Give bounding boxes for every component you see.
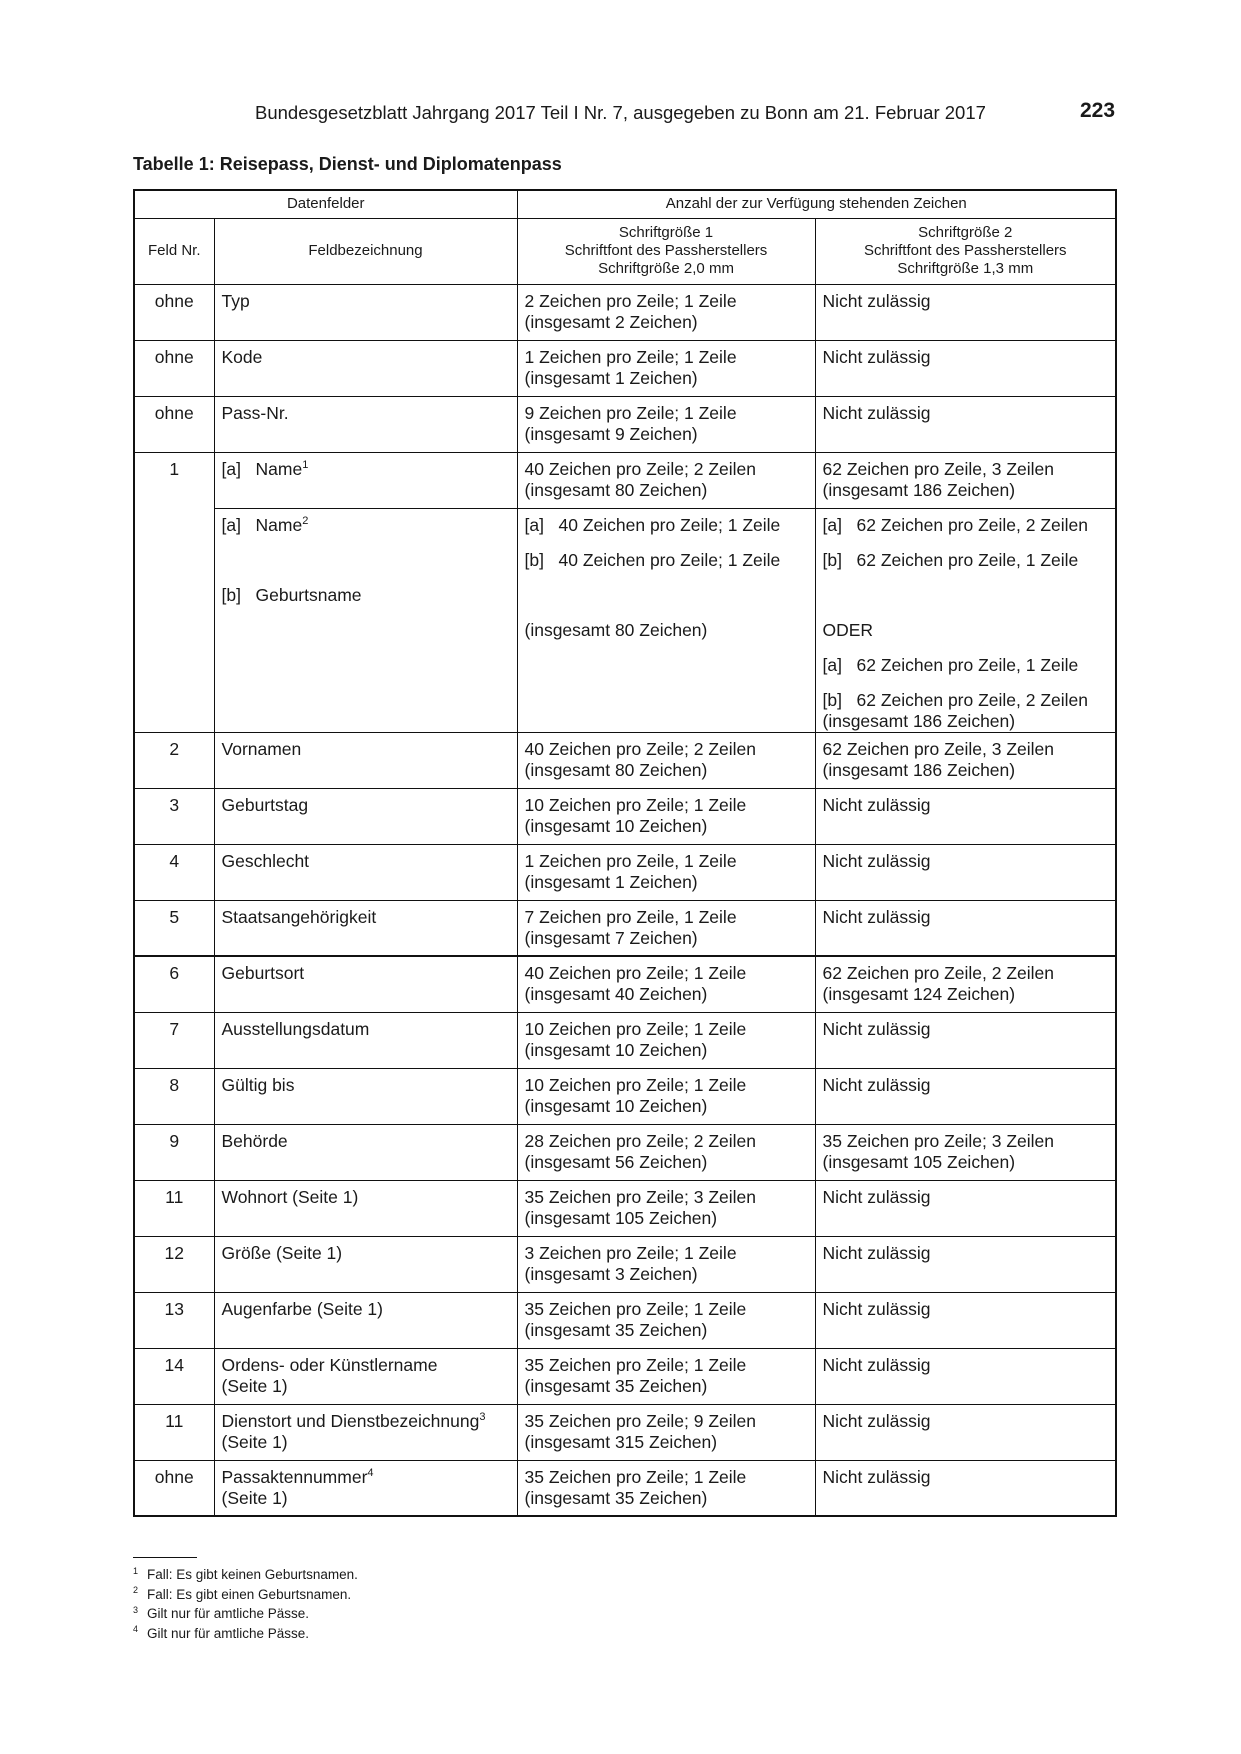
cell-s1 — [517, 732, 815, 788]
cell-s1 — [517, 340, 815, 396]
cell-line: Nicht zulässig — [822, 850, 931, 871]
cell-line: 62 Zeichen pro Zeile, 3 Zeilen — [822, 738, 1055, 759]
cell-name: Typ — [214, 284, 517, 340]
footnote-text: Gilt nur für amtliche Pässe. — [147, 1625, 310, 1641]
cell-name — [214, 1180, 517, 1236]
cell-nr: 12 — [134, 1236, 214, 1292]
cell-s1 — [517, 1124, 815, 1180]
cell-line: (insgesamt 105 Zeichen) — [822, 1151, 1016, 1172]
cell-line: Nicht zulässig — [822, 794, 931, 815]
cell-line: (insgesamt 56 Zeichen) — [524, 1151, 708, 1172]
cell-name — [214, 508, 517, 732]
cell-text: 62 Zeichen pro Zeile, 2 Zeilen — [856, 514, 1089, 535]
bracket-a: [a] — [221, 514, 241, 535]
cell-line: 10 Zeichen pro Zeile; 1 Zeile — [524, 794, 747, 815]
bracket-a: [a] — [822, 514, 842, 535]
header-feldbezeichnung: Feldbezeichnung — [214, 218, 517, 284]
field-name: Augenfarbe (Seite 1) — [221, 1298, 383, 1319]
cell-line: 35 Zeichen pro Zeile; 3 Zeilen — [524, 1186, 757, 1207]
table-row — [134, 844, 1116, 900]
footnote-ref: 3 — [479, 1410, 486, 1423]
bracket-a: [a] — [822, 654, 842, 675]
s2-or-line: ODER — [822, 619, 874, 640]
field-name: Wohnort (Seite 1) — [221, 1186, 359, 1207]
bracket-a: [a] — [221, 458, 241, 479]
cell-line: Nicht zulässig — [822, 1410, 931, 1431]
cell-s1 — [517, 1236, 815, 1292]
cell-name — [214, 900, 517, 956]
cell-name — [214, 1292, 517, 1348]
cell-line: (insgesamt 105 Zeichen) — [524, 1207, 718, 1228]
cell-s2 — [815, 508, 1116, 732]
cell-name: Kode — [214, 340, 517, 396]
field-name: Passaktennummer — [221, 1466, 368, 1487]
name2-line — [222, 515, 510, 550]
cell-line: 2 Zeichen pro Zeile; 1 Zeile — [524, 290, 737, 311]
header-datenfelder: Datenfelder — [134, 190, 517, 218]
cell-text: 62 Zeichen pro Zeile, 2 Zeilen — [856, 689, 1089, 710]
footnotes — [133, 1565, 358, 1643]
cell-s2 — [815, 1012, 1116, 1068]
s2-total-line: (insgesamt 186 Zeichen) — [822, 710, 1016, 731]
cell-s2 — [815, 396, 1116, 452]
s2-a2-line — [823, 655, 1109, 690]
cell-nr: 7 — [134, 1012, 214, 1068]
cell-line: (insgesamt 1 Zeichen) — [524, 871, 698, 892]
cell-line: 10 Zeichen pro Zeile; 1 Zeile — [524, 1074, 747, 1095]
cell-line: (insgesamt 315 Zeichen) — [524, 1431, 718, 1452]
field-name: Geburtsort — [221, 963, 305, 983]
field-name: Behörde — [221, 1130, 288, 1151]
cell-nr: 6 — [134, 956, 214, 1012]
cell-line: (insgesamt 7 Zeichen) — [524, 927, 698, 948]
table-row — [134, 788, 1116, 844]
cell-s2 — [815, 452, 1116, 508]
cell-s2 — [815, 956, 1116, 1012]
cell-line: (insgesamt 186 Zeichen) — [822, 759, 1016, 780]
cell-line: (insgesamt 10 Zeichen) — [524, 1039, 708, 1060]
header-feld-nr: Feld Nr. — [134, 218, 214, 284]
cell-text: 40 Zeichen pro Zeile; 1 Zeile — [558, 514, 781, 535]
cell-text: 62 Zeichen pro Zeile, 1 Zeile — [856, 654, 1079, 675]
cell-line — [222, 1243, 510, 1264]
passport-fields-table — [133, 189, 1117, 1517]
cell-line: 1 Zeichen pro Zeile; 1 Zeile — [524, 346, 737, 367]
table-row — [134, 284, 1116, 340]
birthname-line — [222, 585, 510, 620]
cell-name — [214, 844, 517, 900]
cell-line: 35 Zeichen pro Zeile; 1 Zeile — [524, 1354, 747, 1375]
cell-s2 — [815, 1236, 1116, 1292]
cell-text: 40 Zeichen pro Zeile; 1 Zeile — [558, 549, 781, 570]
cell-line: (insgesamt 10 Zeichen) — [524, 815, 708, 836]
cell-s2 — [815, 788, 1116, 844]
table-row-field-1-name2 — [134, 508, 1116, 732]
cell-nr: 11 — [134, 1180, 214, 1236]
field-name: Gültig bis — [221, 1074, 295, 1095]
cell-s1 — [517, 508, 815, 732]
s2-b-line — [823, 550, 1109, 585]
cell-line: (insgesamt 1 Zeichen) — [524, 367, 698, 388]
page-number: 223 — [1080, 99, 1116, 122]
cell-name — [214, 452, 517, 508]
cell-line: (Seite 1) — [221, 1431, 288, 1452]
cell-s2 — [815, 732, 1116, 788]
field-name: Staatsangehörigkeit — [221, 906, 377, 927]
cell-line — [222, 851, 510, 872]
cell-line: 1 Zeichen pro Zeile, 1 Zeile — [524, 850, 737, 871]
cell-line: 62 Zeichen pro Zeile, 2 Zeilen — [822, 963, 1055, 983]
cell-name — [214, 1236, 517, 1292]
cell-line: (insgesamt 35 Zeichen) — [524, 1319, 708, 1340]
footnote-ref: 4 — [367, 1466, 374, 1479]
cell-s1 — [517, 1292, 815, 1348]
cell-nr: 5 — [134, 900, 214, 956]
cell-nr: 14 — [134, 1348, 214, 1404]
footnote-ref: 2 — [302, 514, 309, 527]
cell-line: 35 Zeichen pro Zeile; 9 Zeilen — [524, 1410, 757, 1431]
cell-name — [214, 1124, 517, 1180]
field-name: Geburtstag — [221, 794, 309, 815]
bracket-b: [b] — [524, 549, 544, 570]
table-row — [134, 956, 1116, 1012]
cell-line: (insgesamt 186 Zeichen) — [822, 479, 1016, 500]
table-row — [134, 732, 1116, 788]
cell-line: (Seite 1) — [221, 1375, 288, 1396]
cell-line: 3 Zeichen pro Zeile; 1 Zeile — [524, 1242, 737, 1263]
cell-s1 — [517, 1460, 815, 1516]
cell-line — [222, 1019, 510, 1040]
cell-line: Nicht zulässig — [822, 290, 931, 311]
cell-line: (insgesamt 80 Zeichen) — [524, 479, 708, 500]
table-row — [134, 1404, 1116, 1460]
bracket-b: [b] — [822, 689, 842, 710]
cell-line — [222, 1299, 510, 1320]
cell-line — [222, 1075, 510, 1096]
table-row — [134, 1460, 1116, 1516]
cell-s2 — [815, 340, 1116, 396]
footnote-1: $^1$ Fall: Es gibt keinen Geburtsnamen. — [133, 1565, 358, 1582]
cell-s2 — [815, 900, 1116, 956]
field-name: Ordens- oder Künstlername — [221, 1354, 438, 1375]
cell-line: 7 Zeichen pro Zeile, 1 Zeile — [524, 906, 737, 927]
cell-line: (insgesamt 3 Zeichen) — [524, 1263, 698, 1284]
cell-s1 — [517, 900, 815, 956]
cell-s1 — [517, 1348, 815, 1404]
cell-line: Nicht zulässig — [822, 1074, 931, 1095]
cell-line — [222, 1131, 510, 1152]
cell-s2 — [815, 284, 1116, 340]
footnote-ref: 1 — [302, 458, 309, 471]
cell-s1 — [517, 1404, 815, 1460]
table-row — [134, 340, 1116, 396]
header-s1-line: Schriftfont des Passherstellers — [564, 242, 768, 259]
cell-s1 — [517, 452, 815, 508]
cell-line: Nicht zulässig — [822, 1354, 931, 1375]
s1-b-line — [525, 550, 808, 585]
cell-s1 — [517, 956, 815, 1012]
bracket-b: [b] — [221, 584, 241, 605]
cell-nr: 1 — [134, 452, 214, 732]
s1-total-line: (insgesamt 80 Zeichen) — [524, 619, 708, 640]
cell-line: Nicht zulässig — [822, 1018, 931, 1039]
field-name: Dienstort und Dienstbezeichnung — [221, 1410, 480, 1431]
cell-line — [222, 1187, 510, 1208]
cell-line — [222, 963, 510, 984]
cell-s1 — [517, 1068, 815, 1124]
cell-s2 — [815, 1180, 1116, 1236]
table-row — [134, 900, 1116, 956]
table-row — [134, 1012, 1116, 1068]
cell-nr: 11 — [134, 1404, 214, 1460]
cell-s1 — [517, 1012, 815, 1068]
cell-line: 28 Zeichen pro Zeile; 2 Zeilen — [524, 1130, 757, 1151]
footnote-3: $^3$ Gilt nur für amtliche Pässe. — [133, 1604, 310, 1621]
cell-s2 — [815, 1292, 1116, 1348]
field-name: Name — [255, 514, 303, 535]
cell-line: (insgesamt 10 Zeichen) — [524, 1095, 708, 1116]
cell-line: 40 Zeichen pro Zeile; 2 Zeilen — [524, 738, 757, 759]
cell-nr: 4 — [134, 844, 214, 900]
footnote-rule — [133, 1557, 197, 1558]
cell-line: (insgesamt 2 Zeichen) — [524, 311, 698, 332]
footnote-text: Fall: Es gibt einen Geburtsnamen. — [147, 1586, 352, 1602]
table-title: Tabelle 1: Reisepass, Dienst- und Diplomatenpass — [133, 154, 562, 174]
cell-line: (insgesamt 124 Zeichen) — [822, 984, 1016, 1004]
cell-s1 — [517, 1180, 815, 1236]
field-name: Geschlecht — [221, 850, 310, 871]
header-s1-line: Schriftgröße 1 — [618, 224, 714, 241]
cell-nr: 13 — [134, 1292, 214, 1348]
header-title: Bundesgesetzblatt Jahrgang 2017 Teil I Nr. 7, ausgegeben zu Bonn am 21. Februar 2017 — [255, 102, 986, 123]
cell-name — [214, 956, 517, 1012]
table-header-group-row — [134, 190, 1116, 218]
cell-name: Pass-Nr. — [214, 396, 517, 452]
cell-line: 35 Zeichen pro Zeile; 1 Zeile — [524, 1466, 747, 1487]
cell-line — [222, 907, 510, 928]
header-s2-line: Schriftgröße 2 — [918, 224, 1013, 241]
cell-s1 — [517, 788, 815, 844]
cell-s2 — [815, 1348, 1116, 1404]
cell-line: Nicht zulässig — [822, 346, 931, 367]
table-row — [134, 1236, 1116, 1292]
s2-b2-line — [823, 690, 1109, 711]
table-header-column-row — [134, 218, 1116, 284]
cell-line: Nicht zulässig — [822, 1466, 931, 1487]
cell-line: (insgesamt 35 Zeichen) — [524, 1487, 708, 1508]
header-s1-line: Schriftgröße 2,0 mm — [598, 260, 734, 277]
footnote-text: Fall: Es gibt keinen Geburtsnamen. — [147, 1567, 358, 1582]
cell-name — [214, 1068, 517, 1124]
cell-line: 10 Zeichen pro Zeile; 1 Zeile — [524, 1018, 747, 1039]
header-s2-line: Schriftfont des Passherstellers — [863, 242, 1067, 259]
cell-name — [214, 1348, 517, 1404]
cell-name — [214, 1404, 517, 1460]
footnote-2: $^2$ Fall: Es gibt einen Geburtsnamen. — [133, 1585, 352, 1602]
cell-line: (insgesamt 80 Zeichen) — [524, 759, 708, 780]
field-name: Größe (Seite 1) — [221, 1242, 343, 1263]
cell-nr: ohne — [134, 284, 214, 340]
footnote-text: Gilt nur für amtliche Pässe. — [147, 1606, 310, 1621]
table-row — [134, 396, 1116, 452]
s2-a-line — [823, 515, 1109, 550]
cell-line — [222, 1467, 510, 1488]
cell-text: 62 Zeichen pro Zeile, 1 Zeile — [856, 549, 1079, 570]
cell-nr: 9 — [134, 1124, 214, 1180]
table-row-field-1-name1 — [134, 452, 1116, 508]
field-name: Geburtsname — [255, 584, 362, 605]
cell-s1 — [517, 284, 815, 340]
cell-nr: 2 — [134, 732, 214, 788]
cell-line: Nicht zulässig — [822, 402, 931, 423]
cell-line: 40 Zeichen pro Zeile; 2 Zeilen — [524, 458, 757, 479]
table-row — [134, 1068, 1116, 1124]
cell-s2 — [815, 1404, 1116, 1460]
cell-line: Nicht zulässig — [822, 1186, 931, 1207]
cell-nr: ohne — [134, 340, 214, 396]
cell-line — [222, 1355, 510, 1376]
cell-line: (insgesamt 35 Zeichen) — [524, 1375, 708, 1396]
cell-nr: ohne — [134, 396, 214, 452]
cell-s1 — [517, 844, 815, 900]
cell-line: Nicht zulässig — [822, 1242, 931, 1263]
cell-nr: 8 — [134, 1068, 214, 1124]
cell-name — [214, 1460, 517, 1516]
cell-line — [222, 1411, 510, 1432]
cell-name — [214, 732, 517, 788]
table-row — [134, 1124, 1116, 1180]
header-schriftgroesse-1 — [517, 218, 815, 284]
table-row — [134, 1292, 1116, 1348]
cell-line: 35 Zeichen pro Zeile; 3 Zeilen — [822, 1130, 1055, 1151]
header-s2-line: Schriftgröße 1,3 mm — [897, 260, 1034, 277]
field-name: Vornamen — [221, 738, 302, 759]
cell-s1 — [517, 396, 815, 452]
cell-s2 — [815, 1460, 1116, 1516]
cell-nr: ohne — [134, 1460, 214, 1516]
cell-line: (Seite 1) — [221, 1487, 288, 1508]
cell-line — [222, 795, 510, 816]
field-name: Name — [255, 458, 303, 479]
cell-name — [214, 1012, 517, 1068]
header-schriftgroesse-2 — [815, 218, 1116, 284]
cell-nr: 3 — [134, 788, 214, 844]
header-anzahl-zeichen: Anzahl der zur Verfügung stehenden Zeichen — [517, 190, 1116, 218]
cell-s2 — [815, 1068, 1116, 1124]
bracket-a: [a] — [524, 514, 544, 535]
table-row — [134, 1348, 1116, 1404]
spacer — [222, 550, 510, 585]
table-row — [134, 1180, 1116, 1236]
bracket-b: [b] — [822, 549, 842, 570]
cell-line: (insgesamt 40 Zeichen) — [524, 984, 708, 1004]
cell-line — [222, 739, 510, 760]
cell-line: 35 Zeichen pro Zeile; 1 Zeile — [524, 1298, 747, 1319]
s1-a-line — [525, 515, 808, 550]
cell-line: (insgesamt 9 Zeichen) — [524, 423, 698, 444]
footnote-4: $^4$ Gilt nur für amtliche Pässe. — [133, 1624, 310, 1641]
cell-line: 40 Zeichen pro Zeile; 1 Zeile — [524, 963, 747, 983]
cell-name — [214, 788, 517, 844]
field-name: Ausstellungsdatum — [221, 1018, 370, 1039]
cell-line: Nicht zulässig — [822, 906, 931, 927]
spacer — [823, 585, 1109, 620]
spacer — [525, 585, 808, 620]
cell-line: Nicht zulässig — [822, 1298, 931, 1319]
cell-line: 9 Zeichen pro Zeile; 1 Zeile — [524, 402, 737, 423]
cell-line: 62 Zeichen pro Zeile, 3 Zeilen — [822, 458, 1055, 479]
cell-s2 — [815, 1124, 1116, 1180]
cell-s2 — [815, 844, 1116, 900]
